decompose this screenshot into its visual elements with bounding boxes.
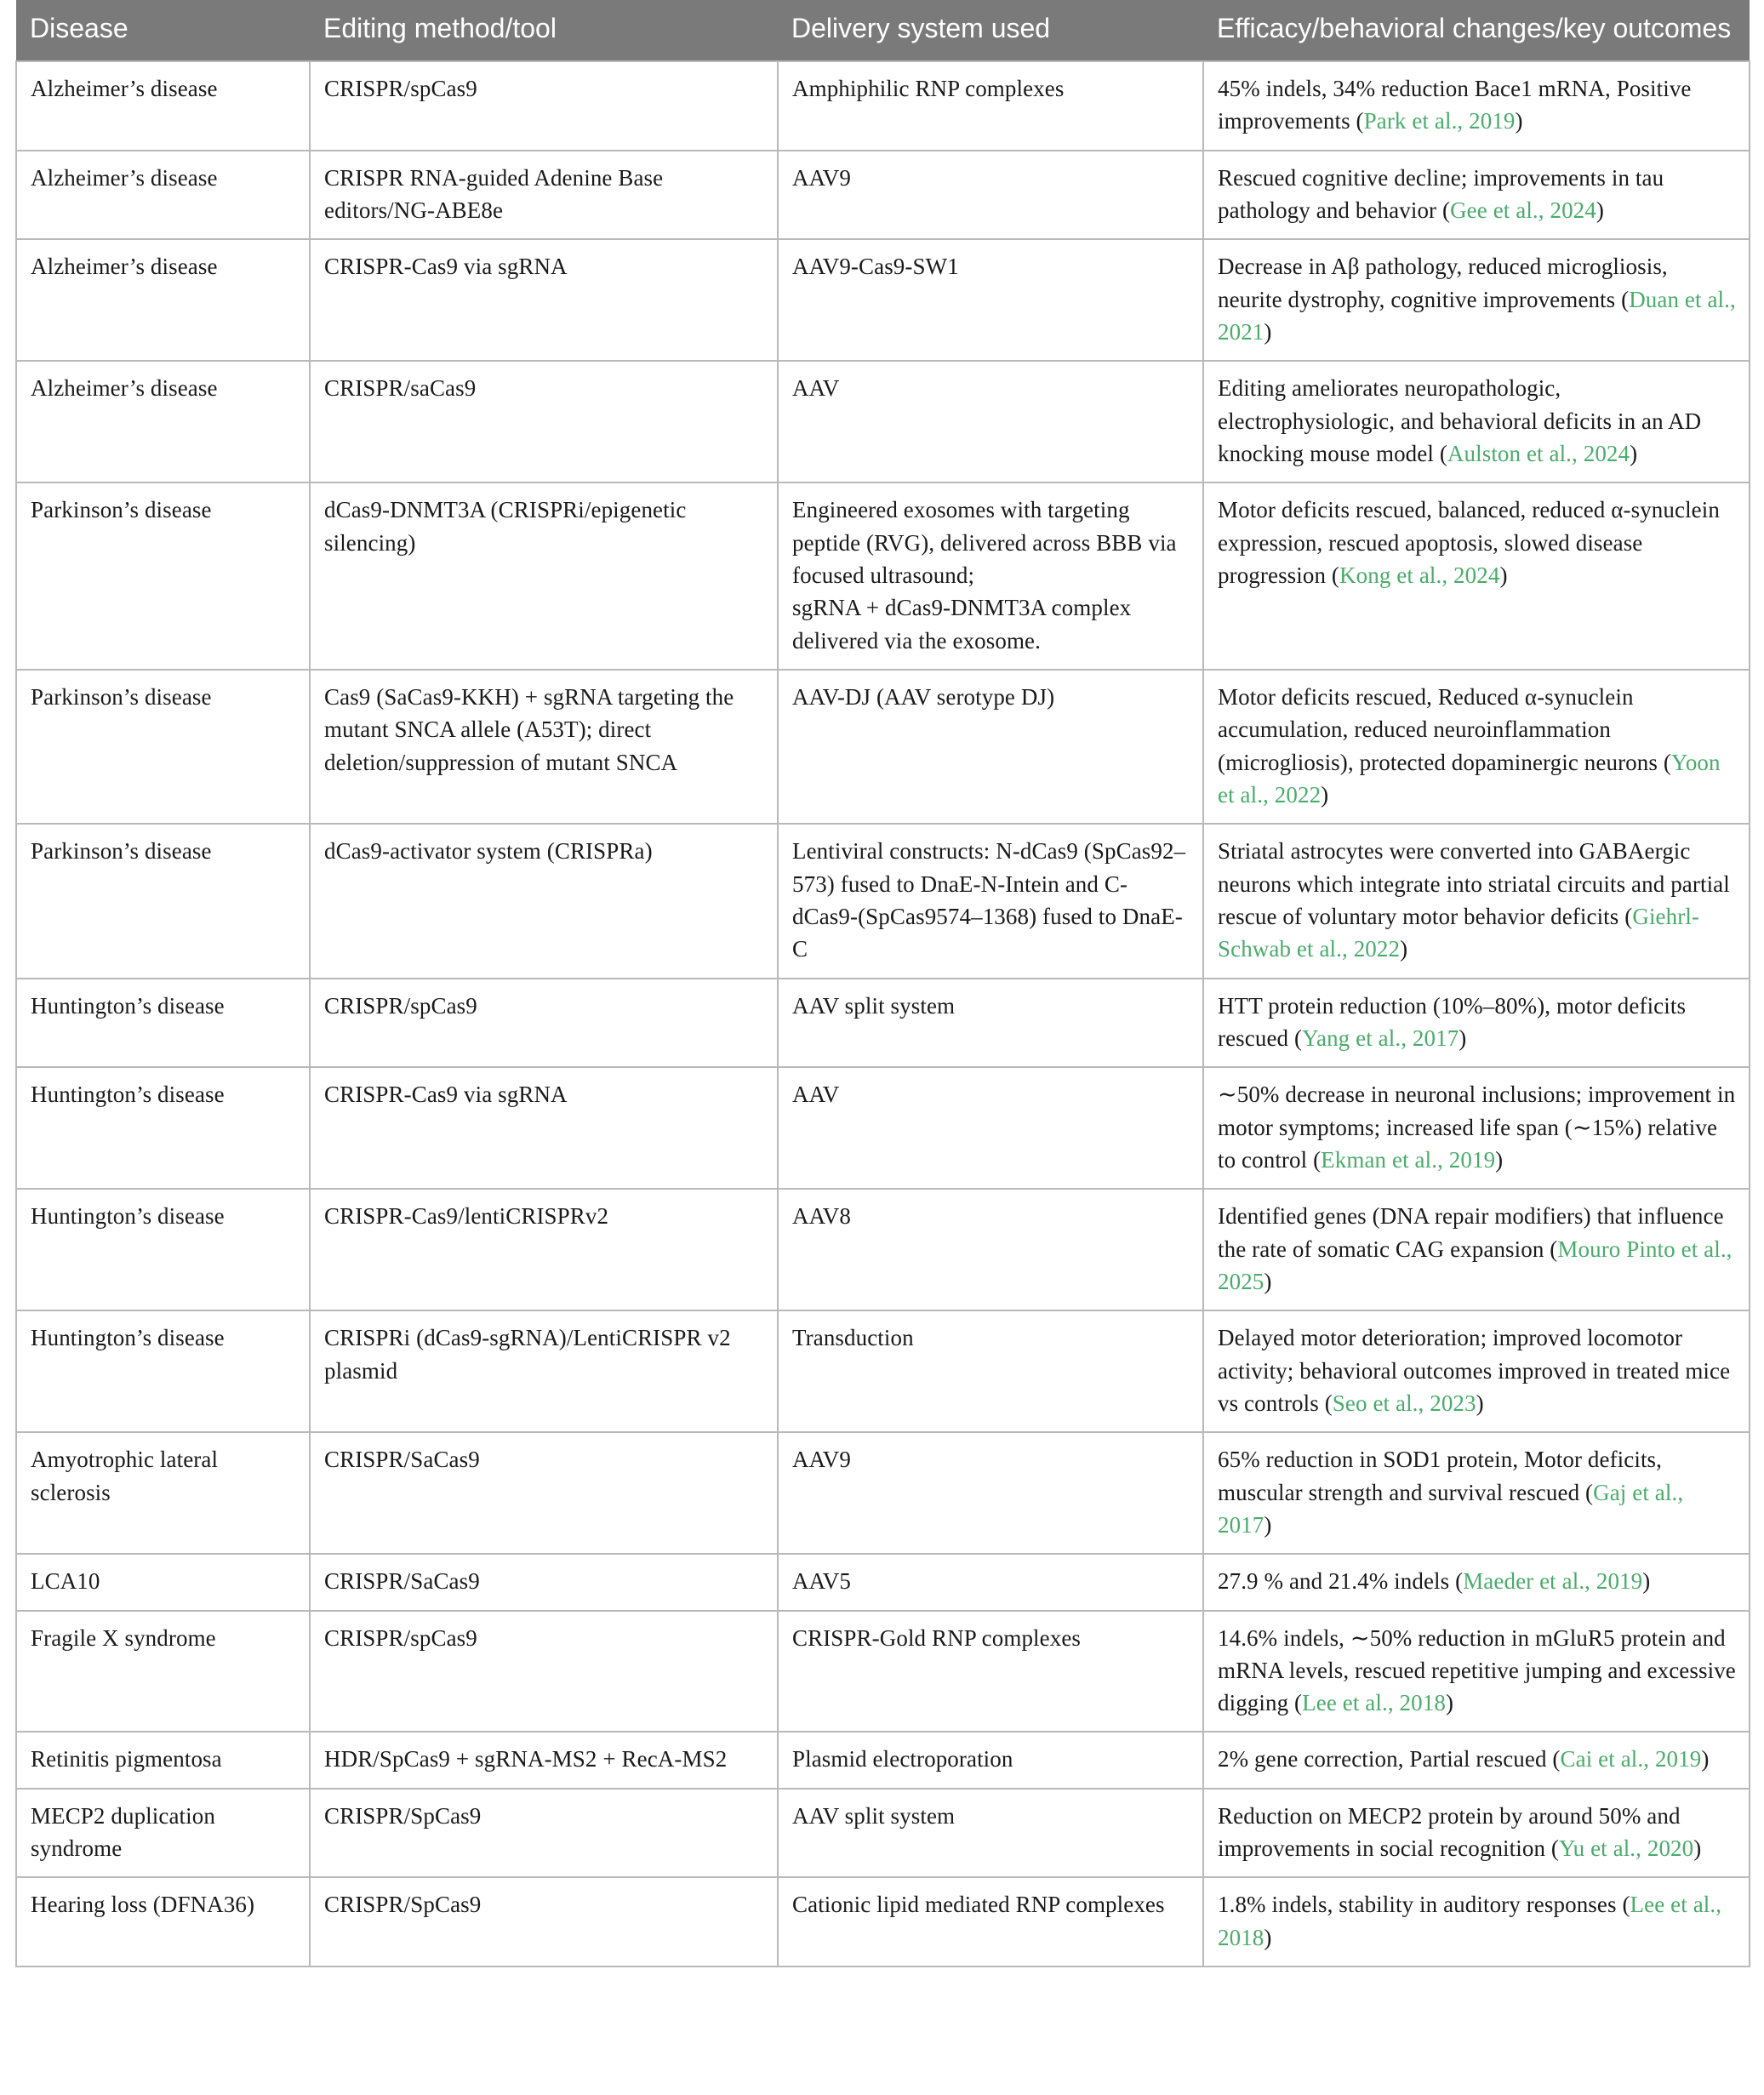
cell-efficacy: [1203, 61, 1750, 151]
column-header-disease: Disease: [16, 0, 310, 61]
efficacy-text: ∼50% decrease in neuronal inclusions; improvement in motor symptoms; increased life span (∼15%) relative to control (: [1218, 1082, 1736, 1173]
cell-editing-method: CRISPR/saCas9: [310, 361, 778, 482]
cell-efficacy: [1203, 482, 1750, 670]
table-row: [16, 361, 1750, 482]
efficacy-text-suffix: ): [1515, 108, 1523, 134]
cell-disease: Amyotrophic lateral sclerosis: [16, 1432, 310, 1554]
cell-delivery-system: AAV: [778, 1067, 1203, 1189]
cell-delivery-system: AAV5: [778, 1554, 1203, 1610]
efficacy-text-suffix: ): [1264, 319, 1272, 345]
cell-disease: MECP2 duplication syndrome: [16, 1789, 310, 1878]
citation-link[interactable]: Lee et al., 2018: [1302, 1690, 1446, 1716]
efficacy-text-suffix: ): [1264, 1511, 1272, 1538]
efficacy-text-suffix: ): [1701, 1746, 1710, 1772]
cell-editing-method: CRISPR-Cas9/lentiCRISPRv2: [310, 1189, 778, 1310]
table-header-row: [16, 0, 1750, 61]
efficacy-text-suffix: ): [1596, 197, 1604, 224]
cell-disease: Alzheimer’s disease: [16, 61, 310, 151]
cell-editing-method: CRISPR/spCas9: [310, 61, 778, 151]
column-header-efficacy: Efficacy/behavioral changes/key outcomes: [1203, 0, 1750, 61]
table-body: [16, 61, 1750, 1967]
table-row: [16, 1732, 1750, 1788]
cell-disease: Huntington’s disease: [16, 979, 310, 1068]
cell-disease: Hearing loss (DFNA36): [16, 1877, 310, 1967]
cell-editing-method: CRISPR-Cas9 via sgRNA: [310, 1067, 778, 1189]
cell-efficacy: [1203, 1067, 1750, 1189]
cell-delivery-system: AAV9-Cas9-SW1: [778, 239, 1203, 361]
efficacy-text: 1.8% indels, stability in auditory responses (: [1218, 1892, 1630, 1918]
cell-editing-method: CRISPR/spCas9: [310, 1611, 778, 1733]
table-row: [16, 1789, 1750, 1878]
efficacy-text-suffix: ): [1476, 1390, 1484, 1416]
efficacy-text: Editing ameliorates neuropathologic, electrophysiologic, and behavioral deficits in an AD knocking mouse model (: [1218, 375, 1702, 466]
cell-delivery-system: Plasmid electroporation: [778, 1732, 1203, 1788]
table-row: [16, 1189, 1750, 1310]
citation-link[interactable]: Gaj et al., 2017: [1218, 1479, 1684, 1538]
citation-link[interactable]: Yu et al., 2020: [1559, 1835, 1694, 1862]
cell-editing-method: CRISPR/SaCas9: [310, 1554, 778, 1610]
table-row: [16, 239, 1750, 361]
cell-efficacy: [1203, 361, 1750, 482]
cell-disease: Parkinson’s disease: [16, 670, 310, 824]
efficacy-text-suffix: ): [1321, 781, 1329, 808]
cell-disease: Huntington’s disease: [16, 1310, 310, 1432]
efficacy-text: Motor deficits rescued, balanced, reduced α-synuclein expression, rescued apoptosis, slowed disease progression (: [1218, 497, 1720, 588]
efficacy-text: Decrease in Aβ pathology, reduced microgliosis, neurite dystrophy, cognitive improvements (: [1218, 254, 1668, 312]
efficacy-text-suffix: ): [1264, 1268, 1272, 1294]
efficacy-text: Delayed motor deterioration; improved locomotor activity; behavioral outcomes improved in treated mice vs controls (: [1218, 1325, 1731, 1416]
citation-link[interactable]: Mouro Pinto et al., 2025: [1218, 1236, 1733, 1294]
cell-editing-method: Cas9 (SaCas9-KKH) + sgRNA targeting the mutant SNCA allele (A53T); direct deletion/suppression of mutant SNCA: [310, 670, 778, 824]
efficacy-text: Identified genes (DNA repair modifiers) that influence the rate of somatic CAG expansion (: [1218, 1203, 1724, 1262]
citation-link[interactable]: Cai et al., 2019: [1560, 1746, 1702, 1772]
table-row: [16, 670, 1750, 824]
citation-link[interactable]: Ekman et al., 2019: [1321, 1146, 1496, 1173]
table-row: [16, 1554, 1750, 1610]
efficacy-text: Motor deficits rescued, Reduced α-synuclein accumulation, reduced neuroinflammation (microgliosis), protected dopaminergic neurons (: [1218, 683, 1671, 775]
cell-disease: Alzheimer’s disease: [16, 239, 310, 361]
column-header-editing-method: Editing method/tool: [310, 0, 778, 61]
cell-efficacy: [1203, 670, 1750, 824]
efficacy-text-suffix: ): [1264, 1924, 1272, 1950]
cell-disease: Alzheimer’s disease: [16, 151, 310, 240]
table-row: [16, 61, 1750, 151]
cell-efficacy: [1203, 979, 1750, 1068]
citation-link[interactable]: Aulston et al., 2024: [1447, 440, 1630, 466]
table-row: [16, 151, 1750, 240]
citation-link[interactable]: Giehrl-Schwab et al., 2022: [1218, 903, 1700, 962]
efficacy-text-suffix: ): [1642, 1568, 1651, 1595]
efficacy-text: Reduction on MECP2 protein by around 50% and improvements in social recognition (: [1218, 1802, 1681, 1862]
table-row: [16, 482, 1750, 670]
table-row: [16, 1877, 1750, 1967]
cell-disease: Fragile X syndrome: [16, 1611, 310, 1733]
efficacy-text-suffix: ): [1630, 440, 1638, 466]
cell-editing-method: CRISPR-Cas9 via sgRNA: [310, 239, 778, 361]
cell-efficacy: [1203, 1310, 1750, 1432]
cell-delivery-system: Amphiphilic RNP complexes: [778, 61, 1203, 151]
cell-delivery-system: AAV-DJ (AAV serotype DJ): [778, 670, 1203, 824]
cell-efficacy: [1203, 1554, 1750, 1610]
efficacy-text: 14.6% indels, ∼50% reduction in mGluR5 protein and mRNA levels, rescued repetitive jumping and excessive digging (: [1218, 1624, 1736, 1716]
cell-delivery-system: AAV: [778, 361, 1203, 482]
efficacy-text-suffix: ): [1693, 1835, 1702, 1862]
cell-disease: LCA10: [16, 1554, 310, 1610]
efficacy-text-suffix: ): [1499, 562, 1508, 588]
efficacy-text: 45% indels, 34% reduction Bace1 mRNA, Positive improvements (: [1218, 76, 1692, 134]
efficacy-text: 65% reduction in SOD1 protein, Motor deficits, muscular strength and survival rescued (: [1218, 1447, 1663, 1505]
efficacy-text: HTT protein reduction (10%–80%), motor deficits rescued (: [1218, 992, 1687, 1051]
cell-delivery-system: Transduction: [778, 1310, 1203, 1432]
efficacy-text-suffix: ): [1400, 936, 1408, 962]
cell-efficacy: [1203, 239, 1750, 361]
table-row: [16, 1432, 1750, 1554]
citation-link[interactable]: Maeder et al., 2019: [1463, 1568, 1643, 1595]
cell-editing-method: dCas9-DNMT3A (CRISPRi/epigenetic silencing): [310, 482, 778, 670]
citation-link[interactable]: Lee et al., 2018: [1218, 1892, 1722, 1950]
cell-delivery-system: AAV9: [778, 1432, 1203, 1554]
column-header-delivery-system: Delivery system used: [778, 0, 1203, 61]
cell-delivery-system: Lentiviral constructs: N-dCas9 (SpCas92–573) fused to DnaE-N-Intein and C-dCas9-(SpCas9574–1368) fused to DnaE-C: [778, 824, 1203, 978]
citation-link[interactable]: Seo et al., 2023: [1332, 1390, 1476, 1416]
efficacy-text-suffix: ): [1445, 1690, 1454, 1716]
efficacy-text: 2% gene correction, Partial rescued (: [1218, 1746, 1561, 1772]
cell-disease: Parkinson’s disease: [16, 824, 310, 978]
citation-link[interactable]: Yoon et al., 2022: [1218, 749, 1721, 808]
cell-delivery-system: AAV split system: [778, 979, 1203, 1068]
cell-editing-method: CRISPRi (dCas9-sgRNA)/LentiCRISPR v2 plasmid: [310, 1310, 778, 1432]
gene-editing-studies-table: [15, 0, 1750, 1967]
cell-editing-method: CRISPR/SaCas9: [310, 1432, 778, 1554]
table-row: [16, 1067, 1750, 1189]
table-row: [16, 1310, 1750, 1432]
cell-delivery-system: CRISPR-Gold RNP complexes: [778, 1611, 1203, 1733]
cell-editing-method: CRISPR RNA-guided Adenine Base editors/NG-ABE8e: [310, 151, 778, 240]
table-row: [16, 1611, 1750, 1733]
cell-efficacy: [1203, 1877, 1750, 1967]
cell-disease: Alzheimer’s disease: [16, 361, 310, 482]
citation-link[interactable]: Gee et al., 2024: [1450, 197, 1596, 224]
table-header: [16, 0, 1750, 61]
efficacy-text: Rescued cognitive decline; improvements in tau pathology and behavior (: [1218, 164, 1664, 224]
cell-efficacy: [1203, 1789, 1750, 1878]
cell-efficacy: [1203, 151, 1750, 240]
citation-link[interactable]: Kong et al., 2024: [1339, 562, 1500, 588]
cell-disease: Parkinson’s disease: [16, 482, 310, 670]
cell-efficacy: [1203, 1189, 1750, 1310]
efficacy-text: Striatal astrocytes were converted into GABAergic neurons which integrate into striatal circuits and partial rescue of voluntary motor behavior deficits (: [1218, 838, 1730, 929]
cell-efficacy: [1203, 824, 1750, 978]
efficacy-text-suffix: ): [1495, 1146, 1504, 1173]
cell-editing-method: dCas9-activator system (CRISPRa): [310, 824, 778, 978]
cell-delivery-system: Cationic lipid mediated RNP complexes: [778, 1877, 1203, 1967]
cell-editing-method: HDR/SpCas9 + sgRNA-MS2 + RecA-MS2: [310, 1732, 778, 1788]
efficacy-text: 27.9 % and 21.4% indels (: [1218, 1568, 1464, 1595]
cell-disease: Huntington’s disease: [16, 1189, 310, 1310]
cell-efficacy: [1203, 1732, 1750, 1788]
cell-disease: Huntington’s disease: [16, 1067, 310, 1189]
cell-delivery-system: AAV8: [778, 1189, 1203, 1310]
efficacy-text-suffix: ): [1459, 1025, 1467, 1051]
cell-delivery-system: AAV split system: [778, 1789, 1203, 1878]
cell-editing-method: CRISPR/spCas9: [310, 979, 778, 1068]
table-row: [16, 979, 1750, 1068]
cell-delivery-system: Engineered exosomes with targeting peptide (RVG), delivered across BBB via focused ultrasound; sgRNA + dCas9-DNMT3A complex delivered via the exosome.: [778, 482, 1203, 670]
cell-editing-method: CRISPR/SpCas9: [310, 1877, 778, 1967]
citation-link[interactable]: Park et al., 2019: [1363, 108, 1516, 134]
cell-disease: Retinitis pigmentosa: [16, 1732, 310, 1788]
citation-link[interactable]: Yang et al., 2017: [1302, 1025, 1459, 1051]
cell-efficacy: [1203, 1432, 1750, 1554]
table-row: [16, 824, 1750, 978]
cell-efficacy: [1203, 1611, 1750, 1733]
citation-link[interactable]: Duan et al., 2021: [1218, 286, 1736, 345]
cell-delivery-system: AAV9: [778, 151, 1203, 240]
cell-editing-method: CRISPR/SpCas9: [310, 1789, 778, 1878]
